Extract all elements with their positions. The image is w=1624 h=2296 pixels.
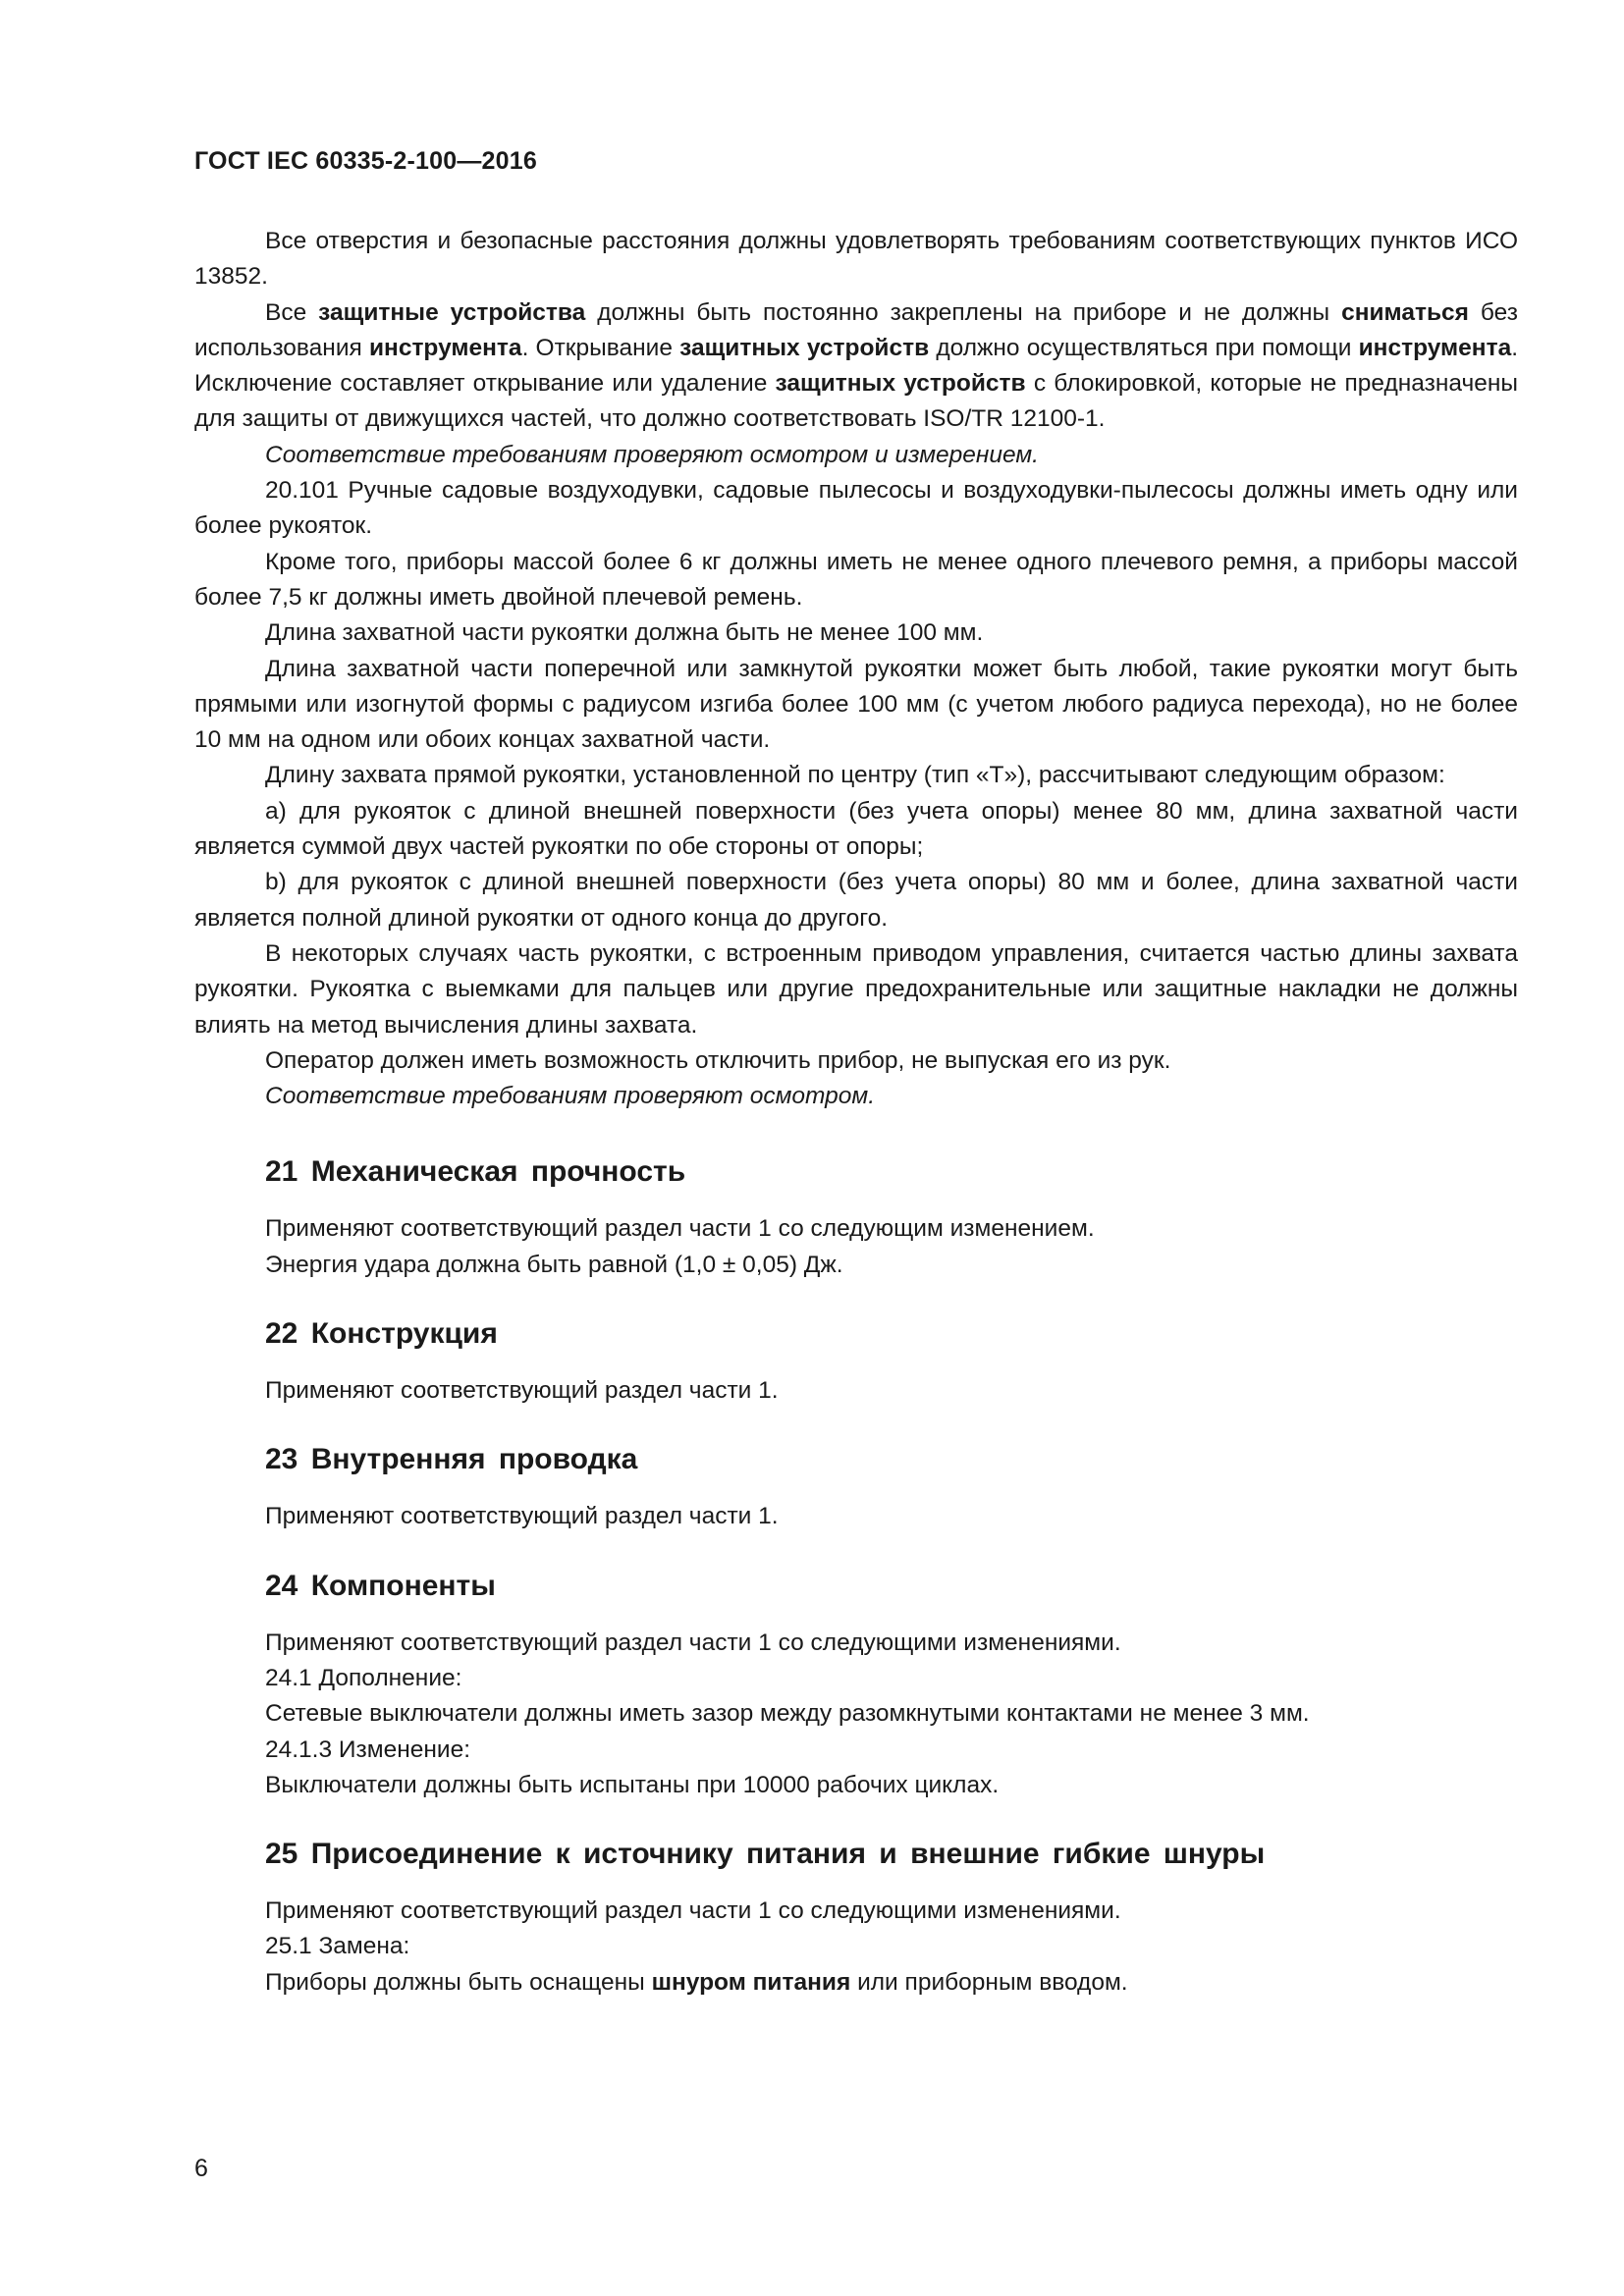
section-22-line: Применяют соответствующий раздел части 1. — [265, 1377, 779, 1405]
section-23-heading: 23 Внутренняя проводка — [265, 1443, 638, 1476]
section-24-line: 24.1 Дополнение: — [265, 1664, 462, 1691]
section-21-body — [194, 1211, 1518, 1283]
paragraph-control-actuator: В некоторых случаях часть рукоятки, с встроенным приводом управления, считается частью длины захвата рукоятки. Рукоятка с выемками для пальцев или другие предохранительные или защитные накладки не должны влиять на метод вычисления длины захвата. — [194, 939, 1518, 1039]
clause-20-101: 20.101 Ручные садовые воздуходувки, садовые пылесосы и воздуходувки-пылесосы должны иметь одну или более рукояток. — [194, 477, 1518, 540]
standard-code-header: ГОСТ IEC 60335-2-100—2016 — [194, 147, 537, 175]
section-24-line: 24.1.3 Изменение: — [265, 1735, 471, 1763]
term-power-cord: шнуром питания — [651, 1968, 851, 1996]
paragraph-grip-length: Длина захватной части рукоятки должна быть не менее 100 мм. — [265, 619, 984, 647]
section-24-heading: 24 Компоненты — [265, 1569, 496, 1602]
section-25-body — [194, 1894, 1518, 2001]
document-body — [194, 224, 1518, 2001]
section-24-line: Сетевые выключатели должны иметь зазор между разомкнутыми контактами не менее 3 мм. — [265, 1700, 1310, 1728]
term-tool: инструмента — [368, 334, 522, 361]
paragraph-openings: Все отверстия и безопасные расстояния должны удовлетворять требованиям соответствующих пунктов ИСО 13852. — [194, 228, 1518, 291]
section-23-line: Применяют соответствующий раздел части 1. — [265, 1503, 779, 1530]
section-22-heading: 22 Конструкция — [265, 1317, 498, 1351]
section-25-line: Применяют соответствующий раздел части 1 со следующими изменениями. — [265, 1897, 1121, 1925]
section-25-line: 25.1 Замена: — [265, 1933, 410, 1960]
list-item-b: b) для рукояток с длиной внешней поверхности (без учета опоры) 80 мм и более, длина захватной части является полной длиной рукоятки от одного конца до другого. — [194, 869, 1518, 932]
page-number: 6 — [194, 2155, 208, 2182]
section-23-body — [194, 1499, 1518, 1534]
section-25-heading: 25 Присоединение к источнику питания и внешние гибкие шнуры — [265, 1838, 1266, 1871]
section-21-line: Применяют соответствующий раздел части 1 со следующим изменением. — [265, 1215, 1095, 1243]
compliance-note-inspection-measurement: Соответствие требованиям проверяют осмотром и измерением. — [265, 441, 1039, 468]
term-protective-devices-2: защитных устройств — [679, 334, 930, 361]
paragraph-t-handle: Длину захвата прямой рукоятки, установленной по центру (тип «T»), рассчитывают следующим образом: — [265, 762, 1445, 789]
section-22-body — [194, 1373, 1518, 1409]
term-protective-devices-3: защитных устройств — [775, 370, 1026, 398]
section-25-line: Приборы должны быть оснащены шнуром питания или приборным вводом. — [265, 1968, 1128, 1996]
section-24-line: Применяют соответствующий раздел части 1 со следующими изменениями. — [265, 1629, 1121, 1656]
section-21-line: Энергия удара должна быть равной (1,0 ± 0,05) Дж. — [265, 1251, 843, 1278]
section-21-heading: 21 Механическая прочность — [265, 1155, 686, 1189]
term-protective-devices: защитные устройства — [318, 298, 586, 326]
paragraph-protective-devices: Все защитные устройства должны быть постоянно закреплены на приборе и не должны сниматься без использования инструмента. Открывание защитных устройств должно осуществляться при помощи инструмента. Исключение составляет открывание или удаление защитных устройств с блокировкой, которые не предназначены для защиты от движущихся частей, что должно соответствовать ISO/TR 12100-1. — [194, 298, 1519, 433]
paragraph-operator: Оператор должен иметь возможность отключить прибор, не выпуская его из рук. — [265, 1046, 1171, 1074]
term-tool-2: инструмента — [1358, 334, 1512, 361]
term-removed: сниматься — [1341, 298, 1469, 326]
paragraph-shoulder-strap: Кроме того, приборы массой более 6 кг должны иметь не менее одного плечевого ремня, а приборы массой более 7,5 кг должны иметь двойной плечевой ремень. — [194, 548, 1518, 611]
section-24-body — [194, 1626, 1518, 1803]
section-24-line: Выключатели должны быть испытаны при 10000 рабочих циклах. — [265, 1771, 1000, 1798]
compliance-note-inspection: Соответствие требованиям проверяют осмотром. — [265, 1083, 876, 1110]
paragraph-cross-handle: Длина захватной части поперечной или замкнутой рукоятки может быть любой, такие рукоятки могут быть прямыми или изогнутой формы с радиусом изгиба более 100 мм (с учетом любого радиуса перехода), но не более 10 мм на одном или обоих концах захватной части. — [194, 655, 1518, 754]
list-item-a: a) для рукояток с длиной внешней поверхности (без учета опоры) менее 80 мм, длина захватной части является суммой двух частей рукоятки по обе стороны от опоры; — [194, 797, 1518, 861]
